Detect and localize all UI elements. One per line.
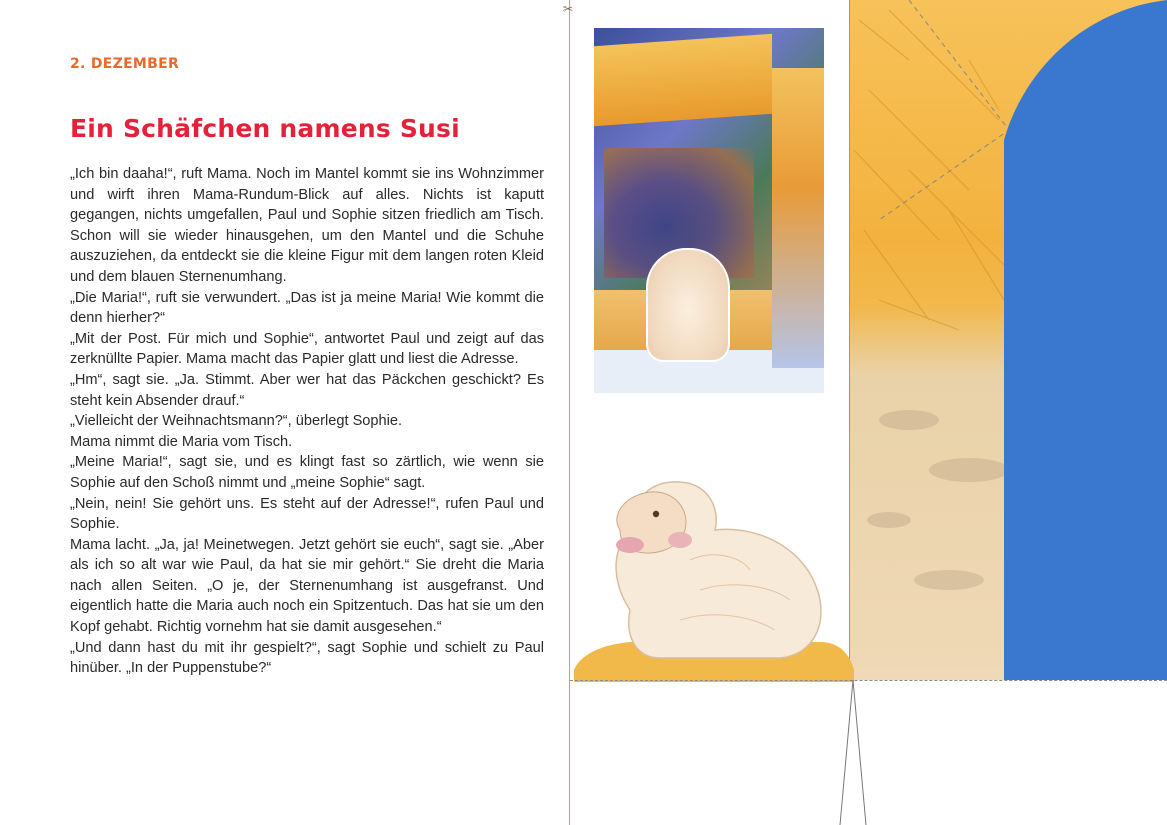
- scissors-icon: ✂: [563, 2, 574, 16]
- straw-roof: [594, 34, 772, 126]
- box-side-panel: [772, 68, 824, 368]
- story-paragraph: „Mit der Post. Für mich und Sophie“, antwortet Paul und zeigt auf das zerknüllte Papier. Mama macht das Papier glatt und liest die Adresse.: [70, 330, 544, 368]
- story-paragraph: „Und dann hast du mit ihr gespielt?“, sagt Sophie und schielt zu Paul hinüber. „In der Puppenstube?“: [70, 639, 544, 677]
- story-paragraph: Mama lacht. „Ja, ja! Meinetwegen. Jetzt gehört sie euch“, sagt sie. „Aber als ich so alt war wie Paul, da hat sie mir gehört.“ Sie dreht die Maria nach allen Seiten. „O je, der Sternenumhang ist ausgefranst. Und eigentlich hatte die Maria auch noch ein Spitzentuch. Das hat sie um den Kopf gehabt. Richtig vornehm hat sie damit ausgesehen.“: [70, 536, 544, 636]
- sheep-cutout: [570, 470, 854, 682]
- photo-sheep-figure: [646, 248, 730, 362]
- cut-line: [570, 680, 1167, 681]
- craft-page: [563, 0, 1167, 825]
- date-label: 2. DEZEMBER: [70, 56, 180, 72]
- story-paragraph: „Vielleicht der Weihnachtsmann?“, überlegt Sophie.: [70, 413, 403, 430]
- story-paragraph: „Hm“, sagt sie. „Ja. Stimmt. Aber wer hat das Päckchen geschickt? Es steht kein Absender drauf.“: [70, 371, 544, 409]
- left-page: [0, 0, 566, 825]
- story-paragraph: „Die Maria!“, ruft sie verwundert. „Das ist ja meine Maria! Wie kommt die denn hierher?“: [70, 289, 544, 327]
- fold-tab: [838, 680, 868, 825]
- story-paragraph: „Meine Maria!“, sagt sie, und es klingt fast so zärtlich, wie wenn sie Sophie auf den Schoß nimmt und „meine Sophie“ sagt.: [70, 454, 544, 491]
- diorama-photo: [594, 28, 824, 393]
- blue-arch-shape: [1004, 0, 1167, 680]
- story-paragraph: „Ich bin daaha!“, ruft Mama. Noch im Mantel kommt sie ins Wohnzimmer und wirft ihren Mama-Rundum-Blick auf alles. Nichts ist kaputt gegangen, nichts umgefallen, Paul und Sophie sitzen friedlich am Tisch. Schon will sie wieder hinausgehen, um den Mantel und die Schuhe auszuziehen, da entdeckt sie die kleine Figur mit dem langen roten Kleid und dem blauen Sternenumhang.: [70, 166, 544, 285]
- story-body: [70, 164, 544, 679]
- story-paragraph: Mama nimmt die Maria vom Tisch.: [70, 433, 293, 450]
- fold-line: [569, 0, 570, 825]
- story-title: Ein Schäfchen namens Susi: [70, 114, 460, 143]
- sheep-illustration: [570, 470, 854, 682]
- story-paragraph: „Nein, nein! Sie gehört uns. Es steht auf der Adresse!“, rufen Paul und Sophie.: [70, 495, 544, 533]
- blue-arch-panel: [1004, 0, 1167, 680]
